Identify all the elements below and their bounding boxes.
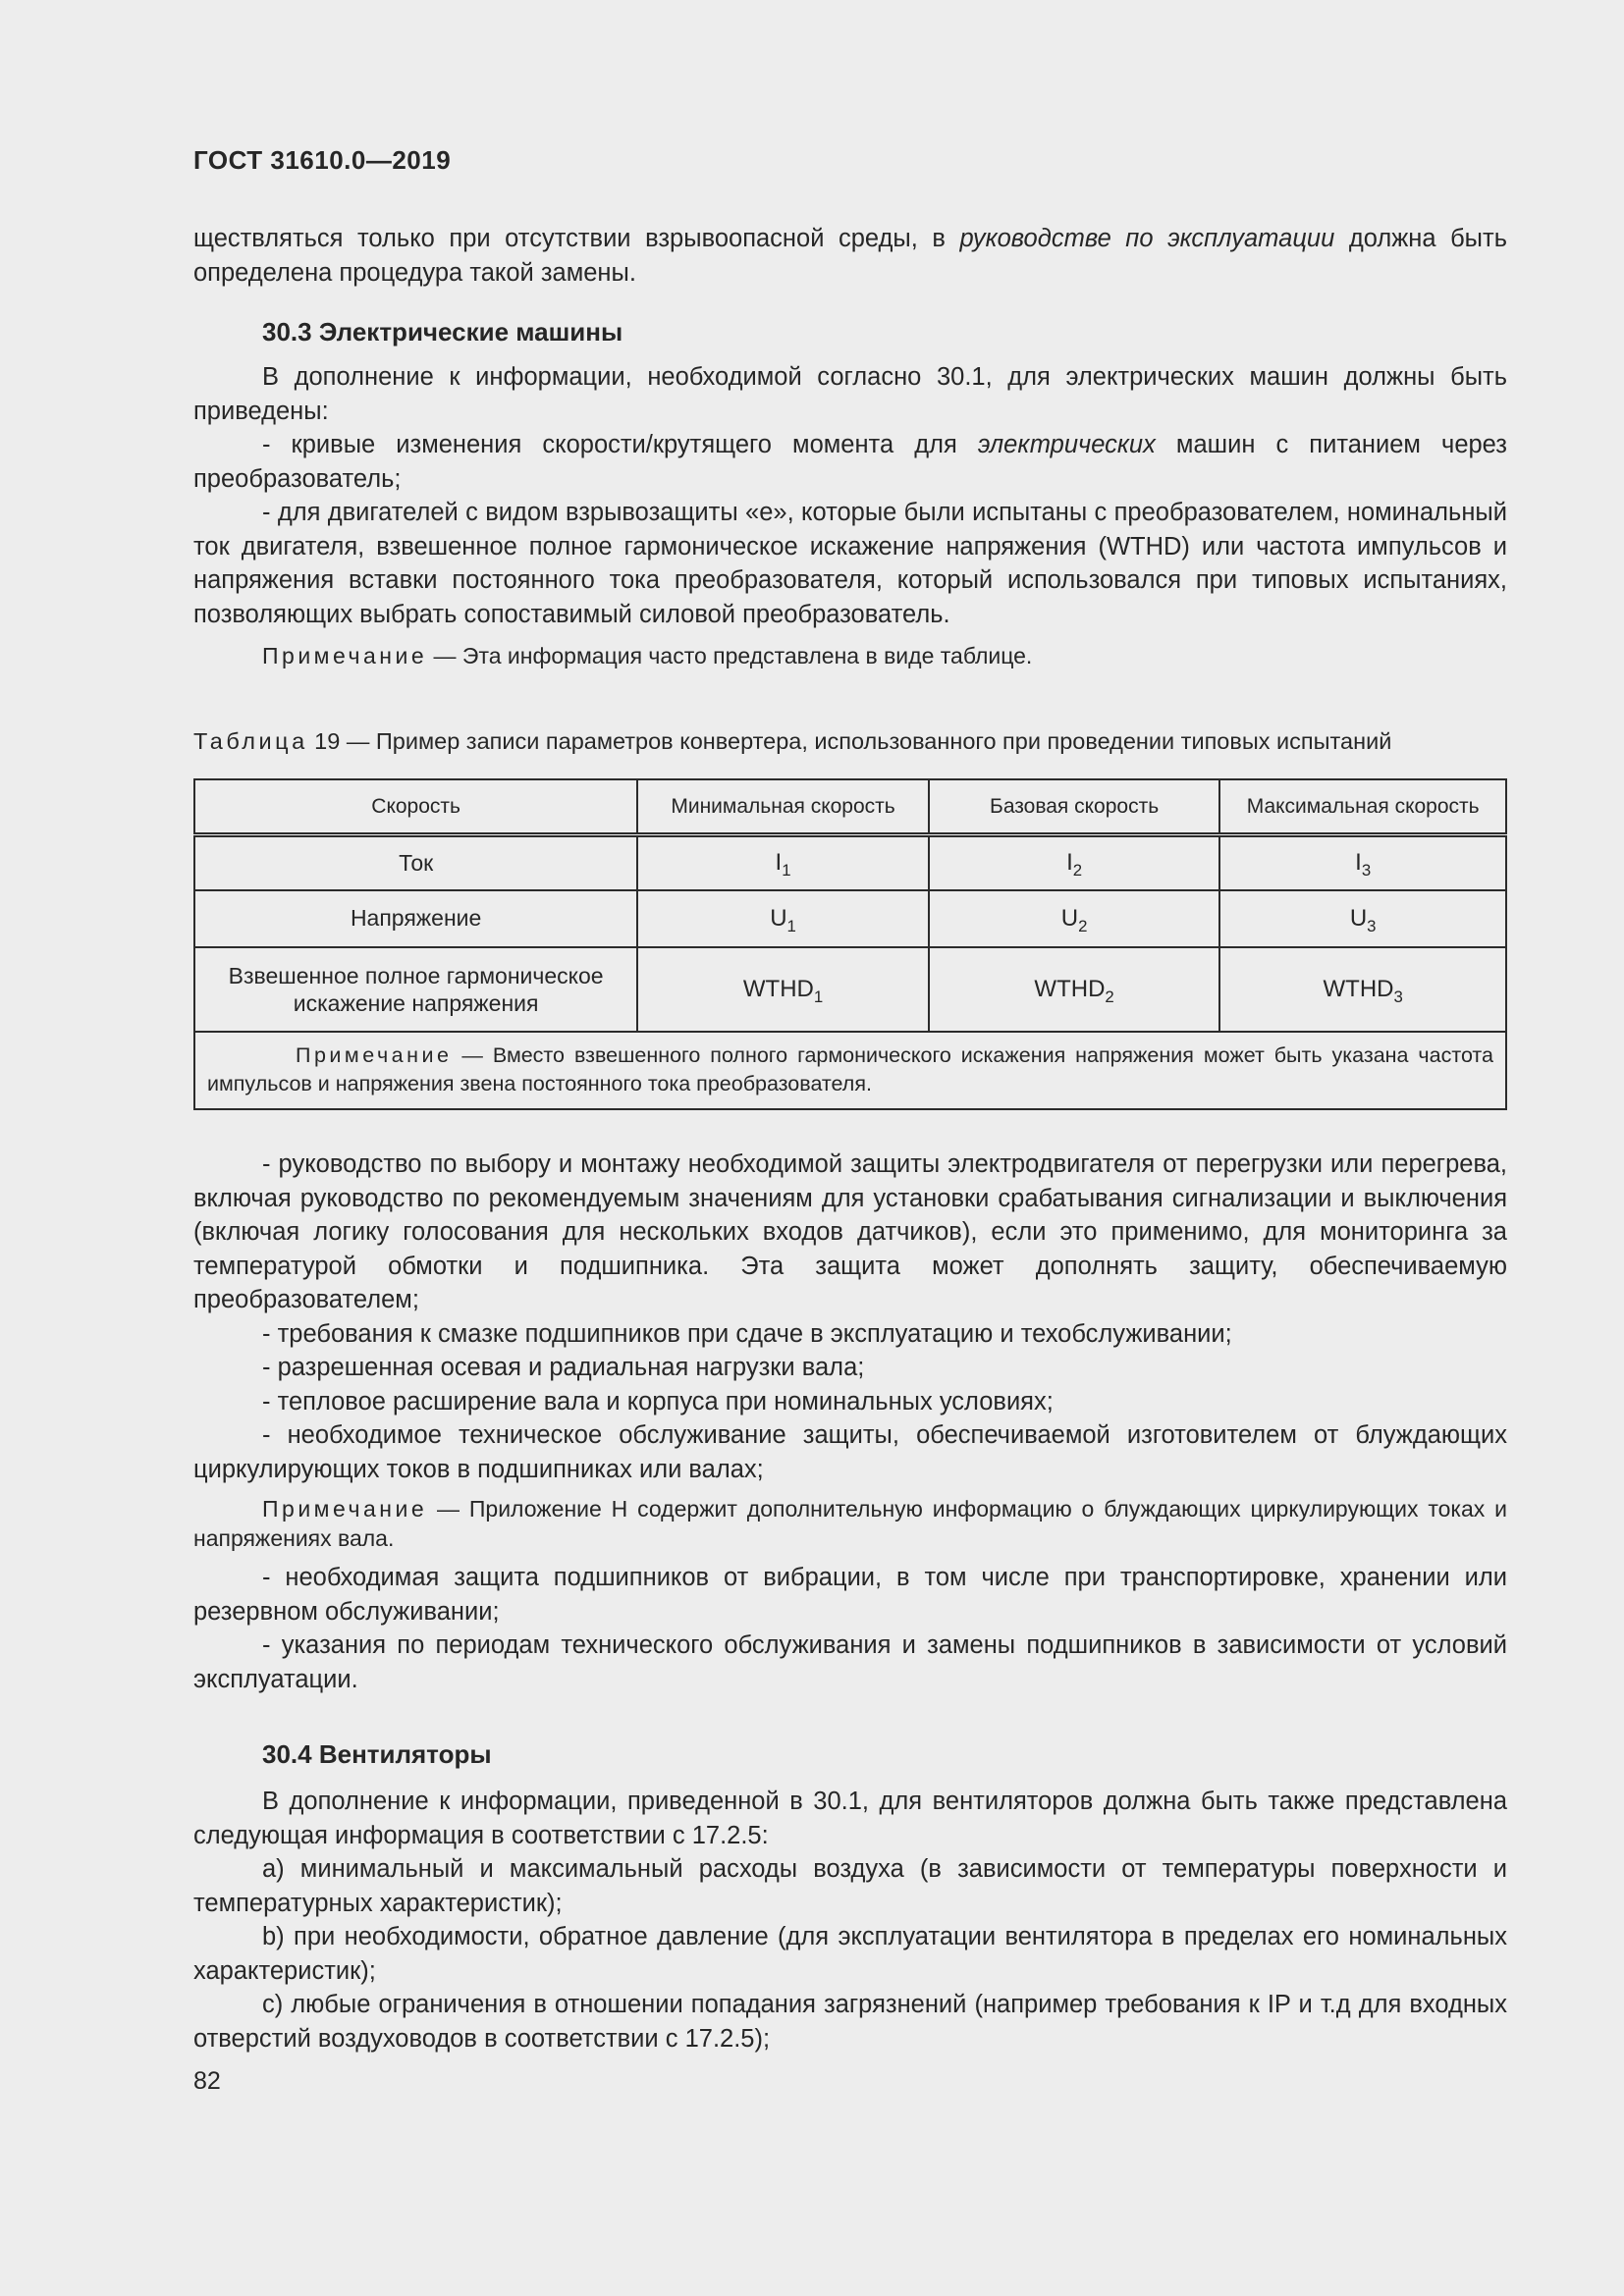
section-heading: 30.3 Электрические машины — [262, 317, 623, 347]
list-item: - требования к смазке подшипников при сдаче в эксплуатацию и техобслуживании; — [262, 1319, 1232, 1348]
table-note: Примечание — Вместо взвешенного полного гармонического искажения напряжения может быть указана частота импульсов и напряжения звена постоянного тока преобразователя. — [194, 1032, 1506, 1109]
list-item: - необходимое техническое обслуживание защиты, обеспечиваемой изготовителем от блуждающих циркулирующих токов в подшипниках или валах; — [193, 1421, 1507, 1483]
list-item: - указания по периодам технического обслуживания и замены подшипников в зависимости от условий эксплуатации. — [193, 1631, 1507, 1693]
list-item: а) минимальный и максимальный расходы воздуха (в зависимости от температуры поверхности и температурных характеристик); — [193, 1855, 1507, 1917]
table-cell: $I_3$ — [1219, 835, 1506, 890]
section-30-4 — [193, 1737, 1507, 2056]
requirements-list — [193, 1148, 1507, 1696]
table-caption: Таблица 19 — Пример записи параметров конвертера, использованного при проведении типовых испытаний — [193, 728, 1392, 754]
document-header: ГОСТ 31610.0—2019 — [193, 145, 452, 175]
list-item: - для двигателей с видом взрывозащиты «е», которые были испытаны с преобразователем, номинальный ток двигателя, взвешенное полное гармоническое искажение напряжения (WTHD) или частота импульсов и напряжения вставки постоянного тока преобразователя, который использовался при типовых испытаниях, позволяющих выбрать сопоставимый силовой преобразователь. — [193, 499, 1507, 628]
row-label: Напряжение — [194, 890, 637, 947]
list-item: - кривые изменения скорости/крутящего момента для электрических машин с питанием через преобразователь; — [193, 431, 1507, 493]
table-cell: $U_3$ — [1219, 890, 1506, 947]
list-item: с) любые ограничения в отношении попадания загрязнений (например требования к IP и т.д для входных отверстий воздуховодов в соответствии с 17.2.5); — [193, 1991, 1507, 2053]
section-30-3 — [193, 315, 1507, 670]
row-label: Взвешенное полное гармоническое искажение напряжения — [194, 947, 637, 1032]
column-header: Минимальная скорость — [637, 779, 929, 835]
intro-paragraph: ществляться только при отсутствии взрывоопасной среды, в руководстве по эксплуатации должна быть определена процедура такой замены. — [193, 225, 1507, 287]
table-cell: $WTHD_3$ — [1219, 947, 1506, 1032]
section-heading: 30.4 Вентиляторы — [262, 1739, 492, 1769]
table-note-row — [194, 1032, 1506, 1109]
table-cell: $U_1$ — [637, 890, 929, 947]
page-number: 82 — [193, 2067, 221, 2095]
column-header: Базовая скорость — [929, 779, 1219, 835]
table-header-row — [194, 779, 1506, 835]
table-row — [194, 947, 1506, 1032]
paragraph: В дополнение к информации, необходимой согласно 30.1, для электрических машин должны быть приведены: — [193, 363, 1507, 425]
note: Примечание — Приложение Н содержит дополнительную информацию о блуждающих циркулирующих токах и напряжениях вала. — [193, 1496, 1507, 1551]
list-item: - тепловое расширение вала и корпуса при номинальных условиях; — [262, 1387, 1054, 1415]
table-row — [194, 890, 1506, 947]
table-cell: $WTHD_1$ — [637, 947, 929, 1032]
list-item: b) при необходимости, обратное давление (для эксплуатации вентилятора в пределах его номинальных характеристик); — [193, 1923, 1507, 1985]
note: Примечание — Эта информация часто представлена в виде таблице. — [262, 643, 1033, 668]
list-item: - руководство по выбору и монтажу необходимой защиты электродвигателя от перегрузки или перегрева, включая руководство по рекомендуемым значениям для установки срабатывания сигнализации и выключения (включая логику голосования для нескольких входов датчиков), если это применимо, для мониторинга за температурой обмотки и подшипника. Эта защита может дополнять защиту, обеспечиваемую преобразователем; — [193, 1150, 1507, 1313]
table-cell: $I_1$ — [637, 835, 929, 890]
table-cell: $I_2$ — [929, 835, 1219, 890]
table-row — [194, 835, 1506, 890]
table-cell: $WTHD_2$ — [929, 947, 1219, 1032]
parameters-table — [193, 778, 1507, 1110]
paragraph: В дополнение к информации, приведенной в 30.1, для вентиляторов должна быть также представлена следующая информация в соответствии с 17.2.5: — [193, 1788, 1507, 1849]
column-header: Скорость — [194, 779, 637, 835]
row-label: Ток — [194, 835, 637, 890]
list-item: - необходимая защита подшипников от вибрации, в том числе при транспортировке, хранении или резервном обслуживании; — [193, 1564, 1507, 1626]
column-header: Максимальная скорость — [1219, 779, 1506, 835]
list-item: - разрешенная осевая и радиальная нагрузки вала; — [262, 1354, 865, 1381]
table-cell: $U_2$ — [929, 890, 1219, 947]
